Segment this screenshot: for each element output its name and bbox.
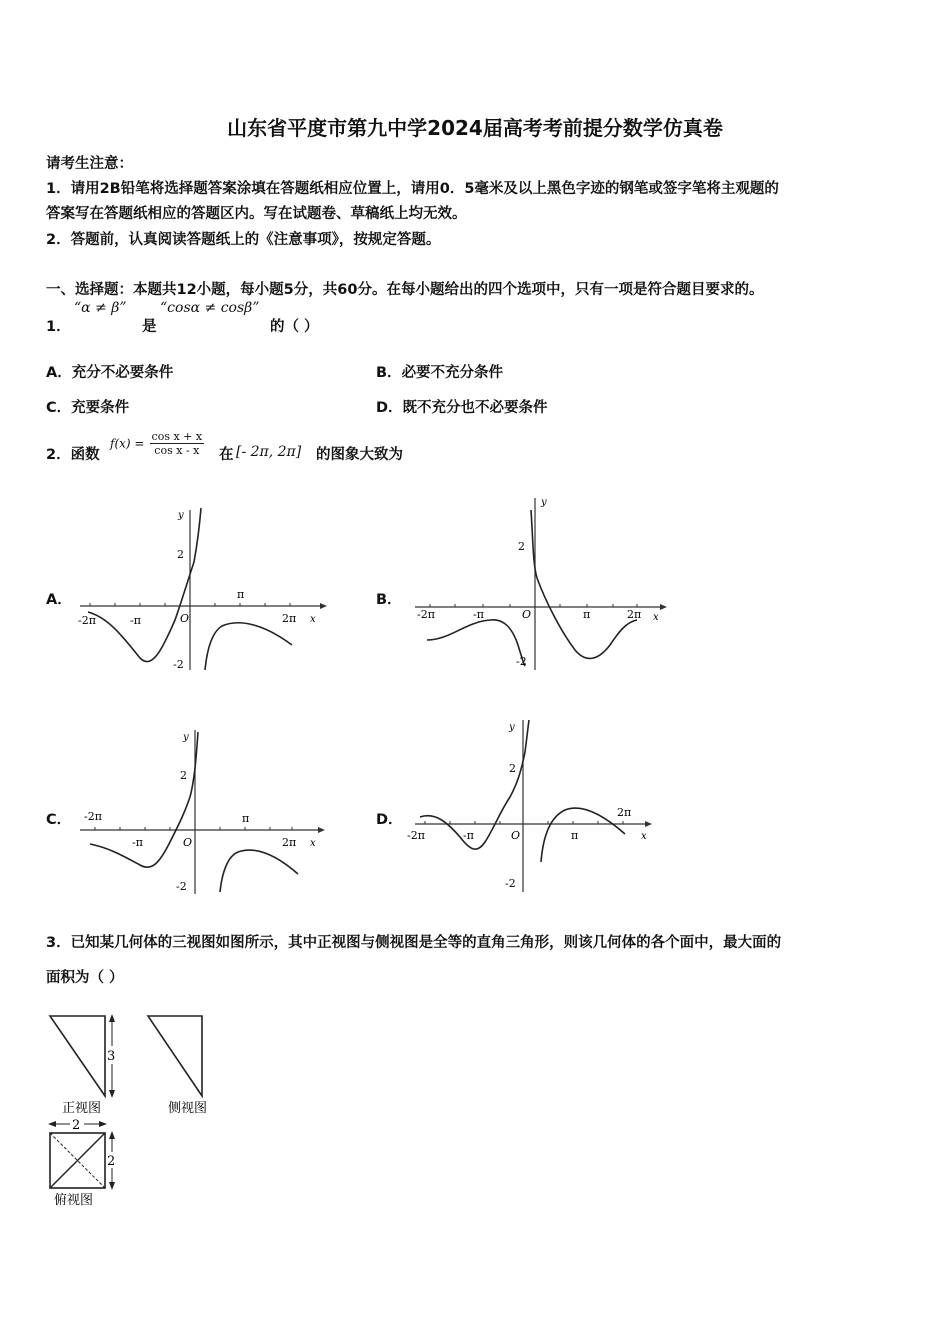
graph-d-tick-neg2pi: -2π (407, 829, 425, 842)
side-view-label: 侧视图 (168, 1101, 208, 1116)
graph-a (70, 500, 330, 680)
q1-is: 是 (142, 319, 157, 335)
graph-b-tick-neg2: -2 (516, 655, 527, 668)
graph-a-x-label: x (310, 614, 316, 625)
q3-line-2: 面积为（ ） (46, 970, 124, 986)
graph-d-x-arrow (645, 821, 652, 827)
notice-line-2: 2．答题前，认真阅读答题纸上的《注意事项》，按规定答题。 (46, 232, 441, 248)
graph-c-tick-2: 2 (180, 769, 187, 782)
graph-c-tick-negpi: -π (132, 836, 143, 849)
graph-c-tick-pi: π (242, 812, 250, 825)
graph-d-curve-right (541, 808, 625, 862)
graph-d-tick-pi: π (571, 829, 579, 842)
graph-d-y-label: y (509, 722, 515, 733)
q1-condition-1: “α ≠ β” (74, 300, 127, 316)
notice-line-1b: 答案写在答题纸相应的答题区内。写在试题卷、草稿纸上均无效。 (46, 206, 467, 222)
top-view (48, 1116, 118, 1208)
graph-c-tick-2pi: 2π (282, 836, 297, 849)
graph-a-x-arrow (320, 603, 327, 609)
graph-b-x-label: x (653, 612, 659, 623)
front-view (50, 1014, 118, 1116)
page-title: 山东省平度市第九中学2024届高考考前提分数学仿真卷 (227, 116, 723, 140)
graph-c-curve-left (90, 732, 198, 867)
graph-c-y-label: y (183, 732, 189, 743)
graph-d-tick-2: 2 (509, 762, 516, 775)
graph-c-tick-neg2pi: -2π (84, 810, 102, 823)
q1-option-c[interactable]: C．充要条件 (46, 400, 130, 416)
top-view-depth: 2 (107, 1154, 116, 1169)
graph-c-x-arrow (318, 827, 325, 833)
graph-a-tick-2: 2 (177, 548, 184, 561)
top-view-label: 俯视图 (54, 1193, 94, 1208)
graph-b-y-label: y (541, 497, 547, 508)
graph-b-curve-left (427, 620, 525, 666)
graph-b-tick-2: 2 (518, 540, 525, 553)
graph-b-curve-right (531, 510, 637, 658)
graph-a-curve-left (88, 508, 201, 662)
side-view (148, 1016, 207, 1116)
q1-tail: 的（ ） (270, 319, 319, 335)
graph-a-tick-2pi: 2π (282, 612, 297, 625)
graph-c-origin: O (183, 836, 193, 849)
notice-heading: 请考生注意： (46, 156, 133, 172)
graph-d-origin: O (511, 829, 521, 842)
q1-option-a[interactable]: A．充分不必要条件 (46, 365, 174, 381)
graph-d-tick-neg2: -2 (505, 877, 516, 890)
graph-a-tick-neg2: -2 (173, 658, 184, 671)
graph-b-x-arrow (660, 604, 667, 610)
q3-line-1: 3．已知某几何体的三视图如图所示，其中正视图与侧视图是全等的直角三角形，则该几何体的各个面中，最大面的 (46, 935, 782, 951)
graph-c (70, 722, 330, 902)
graph-label-c[interactable]: C． (46, 812, 72, 828)
q2-tail: 的图象大致为 (316, 447, 403, 463)
front-view-label: 正视图 (62, 1101, 102, 1116)
q2-interval: [- 2π, 2π] (236, 444, 302, 460)
graph-label-b[interactable]: B． (376, 592, 402, 608)
graph-b-tick-negpi: -π (473, 608, 484, 621)
graph-d-x-label: x (641, 831, 647, 842)
graph-b-tick-pi: π (583, 608, 591, 621)
q1-condition-2: “cosα ≠ cosβ” (160, 300, 260, 316)
graph-d (405, 712, 675, 902)
graph-c-x-label: x (310, 838, 316, 849)
graph-a-tick-pi: π (237, 588, 245, 601)
q2-function: f(x) = $\frac{\text{cos x + x}}{\text{cos x - x}}$ (110, 430, 203, 457)
q2-number: 2．函数 (46, 447, 100, 463)
graph-label-d[interactable]: D． (376, 812, 403, 828)
notice-line-1a: 1．请用2B铅笔将选择题答案涂填在答题纸相应位置上，请用0．5毫米及以上黑色字迹的钢笔或签字笔将主观题的 (46, 181, 779, 197)
graph-a-y-label: y (178, 510, 184, 521)
q1-option-d[interactable]: D．既不充分也不必要条件 (376, 400, 548, 416)
graph-b-origin: O (522, 608, 532, 621)
graph-c-curve-right (220, 850, 298, 892)
q2-in: 在 (219, 447, 234, 463)
graph-d-tick-2pi: 2π (617, 806, 632, 819)
graph-b (405, 490, 675, 680)
graph-c-tick-neg2: -2 (176, 880, 187, 893)
graph-d-tick-negpi: -π (463, 829, 474, 842)
graph-a-tick-negpi: -π (130, 614, 141, 627)
graph-a-curve-right (205, 623, 292, 670)
graph-a-tick-neg2pi: -2π (78, 614, 96, 627)
graph-b-tick-2pi: 2π (627, 608, 642, 621)
section-heading: 一、选择题：本题共12小题，每小题5分，共60分。在每小题给出的四个选项中，只有一项是符合题目要求的。 (46, 282, 764, 298)
top-view-width: 2 (72, 1118, 81, 1133)
graph-b-tick-neg2pi: -2π (417, 608, 435, 621)
q1-option-b[interactable]: B．必要不充分条件 (376, 365, 504, 381)
q1-number: 1． (46, 319, 71, 335)
front-view-height: 3 (107, 1049, 116, 1064)
graph-a-origin: O (180, 612, 190, 625)
graph-label-a[interactable]: A． (46, 592, 72, 608)
three-views (40, 1008, 240, 1218)
